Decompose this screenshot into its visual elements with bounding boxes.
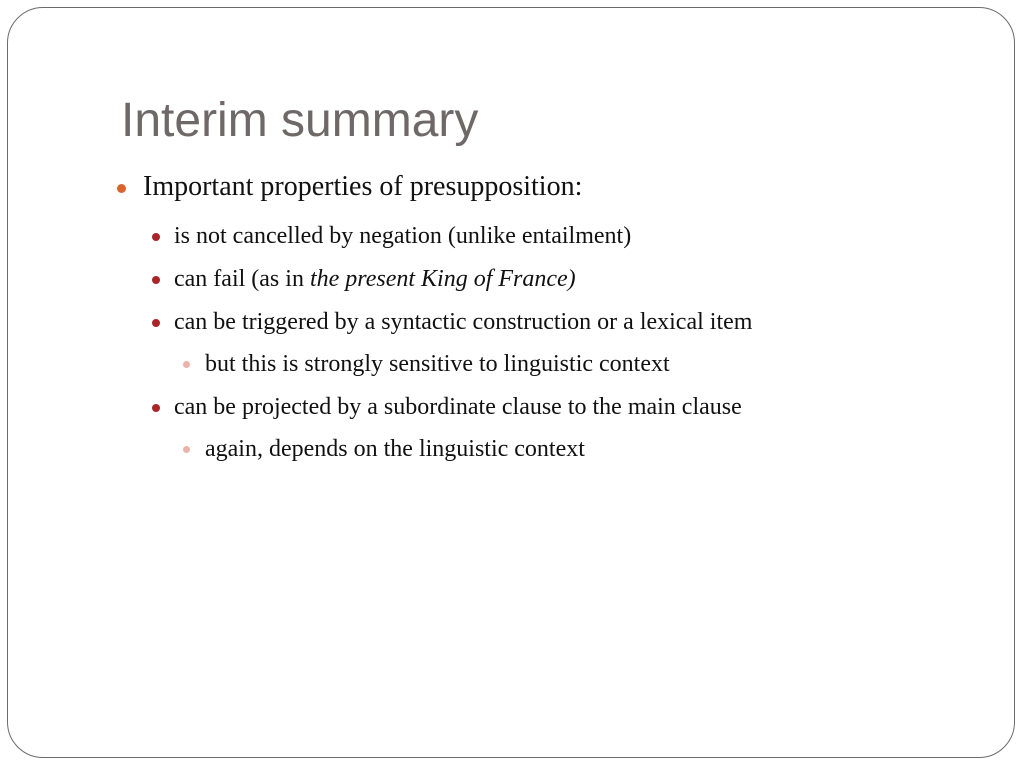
bullet-dot-icon <box>183 361 190 368</box>
bullet-can-be-triggered <box>174 309 752 336</box>
bullet-can-fail <box>174 266 576 293</box>
bullet-strongly-sensitive <box>205 351 670 378</box>
bullet-text-italic: the present King of France) <box>309 266 576 292</box>
bullet-dot-icon <box>152 404 160 412</box>
bullet-dot-icon <box>152 319 160 327</box>
bullet-text: Important properties of presupposition: <box>143 171 583 202</box>
bullet-can-be-projected <box>174 394 742 421</box>
bullet-depends-context <box>205 436 585 463</box>
bullet-text: is not cancelled by negation (unlike entailment) <box>174 223 632 249</box>
bullet-text: can fail (as in <box>174 266 310 292</box>
bullet-important-properties <box>143 171 582 203</box>
bullet-text: can be triggered by a syntactic construction or a lexical item <box>174 309 753 335</box>
slide-title: Interim summary <box>121 94 479 147</box>
bullet-dot-icon <box>117 184 126 193</box>
bullet-text: can be projected by a subordinate clause to the main clause <box>174 394 742 420</box>
bullet-dot-icon <box>152 233 160 241</box>
bullet-dot-icon <box>183 446 190 453</box>
bullet-text: but this is strongly sensitive to linguistic context <box>205 351 670 377</box>
bullet-text: again, depends on the linguistic context <box>205 436 585 462</box>
bullet-not-cancelled <box>174 223 631 250</box>
bullet-dot-icon <box>152 276 160 284</box>
